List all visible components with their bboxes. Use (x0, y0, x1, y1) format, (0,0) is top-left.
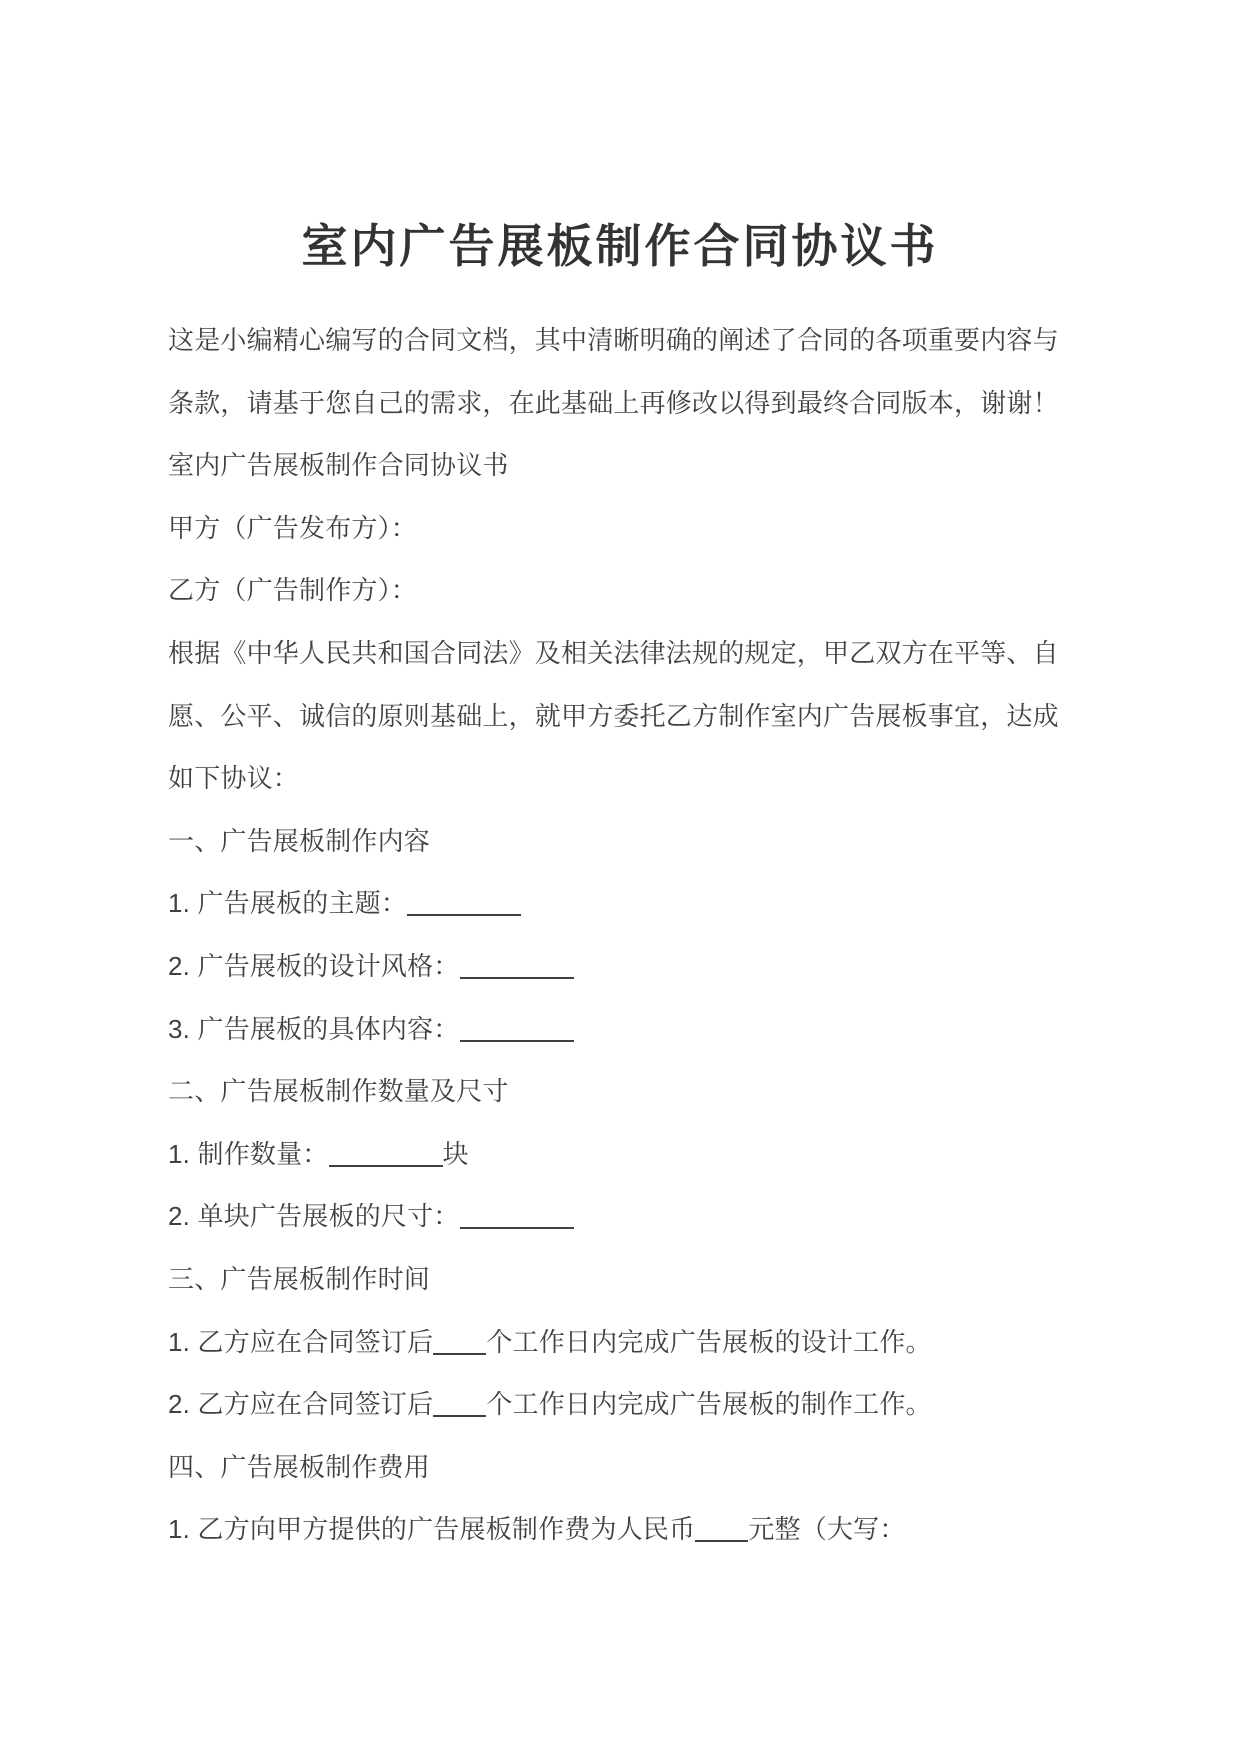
text-run: 愿、公平、诚信的原则基础上，就甲方委托乙方制作室内广告展板事宜，达成 (168, 700, 1059, 731)
paragraph-line (168, 1436, 1078, 1499)
paragraph-line (168, 810, 1078, 873)
blank-underline (695, 1524, 748, 1542)
text-run: 个工作日内完成广告展板的制作工作。 (486, 1389, 932, 1420)
text-run: 3. 广告展板的具体内容： (168, 1013, 460, 1044)
paragraph-line (168, 497, 1078, 560)
text-run: 二、广告展板制作数量及尺寸 (168, 1076, 509, 1107)
paragraph-line (168, 434, 1078, 497)
blank-underline (433, 1337, 486, 1355)
text-run: 室内广告展板制作合同协议书 (168, 450, 509, 481)
blank-underline (460, 961, 574, 979)
text-run: 1. 广告展板的主题： (168, 888, 408, 919)
text-run: 根据《中华人民共和国合同法》及相关法律法规的规定，甲乙双方在平等、自 (168, 637, 1059, 668)
text-run: 如下协议： (168, 763, 300, 794)
paragraph-line (168, 372, 1078, 435)
text-run: 一、广告展板制作内容 (168, 825, 431, 856)
paragraph-line (168, 1185, 1078, 1248)
paragraph-line (168, 872, 1078, 935)
paragraph-line (168, 935, 1078, 998)
paragraph-line (168, 1373, 1078, 1436)
paragraph-line (168, 309, 1078, 372)
text-run: 1. 制作数量： (168, 1138, 329, 1169)
text-run: 甲方（广告发布方）： (168, 512, 418, 543)
text-run: 1. 乙方应在合同签订后 (168, 1326, 434, 1357)
paragraph-line (168, 1060, 1078, 1123)
blank-underline (407, 898, 521, 916)
text-run: 2. 乙方应在合同签订后 (168, 1389, 434, 1420)
paragraph-line (168, 622, 1078, 685)
text-run: 2. 单块广告展板的尺寸： (168, 1201, 460, 1232)
text-run: 个工作日内完成广告展板的设计工作。 (486, 1326, 932, 1357)
paragraph-line (168, 685, 1078, 748)
paragraph-line (168, 1123, 1078, 1186)
blank-underline (433, 1399, 486, 1417)
text-run: 这是小编精心编写的合同文档，其中清晰明确的阐述了合同的各项重要内容与 (168, 325, 1059, 355)
text-run: 四、广告展板制作费用 (168, 1451, 431, 1482)
text-run: 三、广告展板制作时间 (168, 1263, 431, 1294)
paragraph-line (168, 559, 1078, 622)
blank-underline (460, 1211, 574, 1229)
text-run: 2. 广告展板的设计风格： (168, 950, 460, 981)
blank-underline (329, 1149, 443, 1167)
text-run: 乙方（广告制作方）： (168, 575, 418, 606)
paragraph-line (168, 1498, 1078, 1561)
text-run: 条款，请基于您自己的需求，在此基础上再修改以得到最终合同版本，谢谢！ (168, 387, 1059, 418)
document-body (168, 309, 1078, 1561)
text-run: 1. 乙方向甲方提供的广告展板制作费为人民币 (168, 1514, 696, 1545)
paragraph-line (168, 998, 1078, 1061)
paragraph-line (168, 1248, 1078, 1311)
document-title: 室内广告展板制作合同协议书 (301, 220, 939, 272)
paragraph-line (168, 1311, 1078, 1374)
text-run: 块 (442, 1138, 469, 1169)
blank-underline (460, 1024, 574, 1042)
paragraph-line (168, 747, 1078, 810)
text-run: 元整（大写： (748, 1514, 906, 1545)
